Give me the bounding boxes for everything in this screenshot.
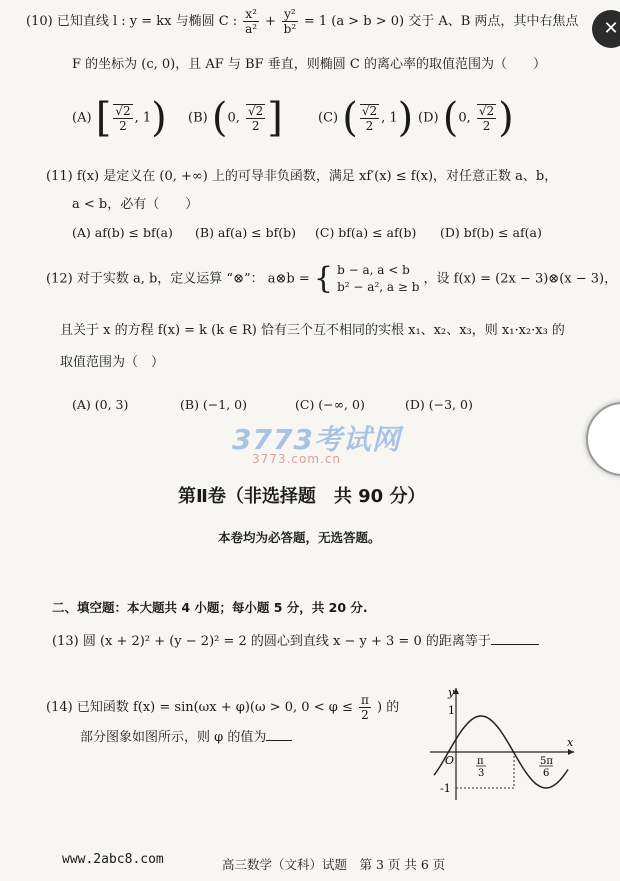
q13-answer-blank — [491, 632, 539, 645]
q12-option-b: (B) (−1, 0) — [180, 397, 247, 412]
q14-line2: 部分图象如图所示，则 φ 的值为 — [80, 728, 292, 747]
q10-option-b: (B) (0, $\frac{√2}{2}$ ] — [188, 95, 283, 141]
q10-line1 — [26, 8, 578, 35]
q13: (13) 圆 (x + 2)² + (y − 2)² = 2 的圆心到直线 x − y + 3 = 0 的距离等于 — [52, 632, 539, 651]
tick1-den: 3 — [478, 768, 485, 779]
sine-graph — [428, 684, 578, 804]
close-icon: ✕ — [603, 18, 619, 39]
side-scroll-handle[interactable] — [586, 402, 620, 476]
q12-line3: 取值范围为（ ） — [60, 355, 165, 370]
q10-option-a: (A) [ $\frac{√2}{2}$ , 1) — [72, 95, 167, 141]
q11-option-c: (C) bf(a) ≤ af(b) — [315, 225, 417, 240]
q12-option-d: (D) (−3, 0) — [405, 397, 473, 412]
watermark-brand: 3773考试网 — [232, 423, 401, 456]
q10-plus: + — [265, 14, 276, 29]
q10-stem-start: (10) 已知直线 l : y = kx 与椭圆 C : — [26, 14, 238, 29]
q10-stem-tail: = 1 (a > b > 0) 交于 A、B 两点，其中右焦点 — [303, 14, 579, 29]
q12-brace: { — [313, 261, 333, 296]
origin-label: O — [445, 754, 455, 767]
tick2-num: 5π — [540, 756, 553, 767]
q12-line2: 且关于 x 的方程 f(x) = k (k ∈ R) 恰有三个互不相同的实根 x₁、x₂、x₃，则 x₁·x₂·x₃ 的 — [60, 323, 565, 338]
q10-line2: F 的坐标为 (c, 0)，且 AF 与 BF 垂直，则椭圆 C 的离心率的取值范围为（ ） — [72, 57, 546, 72]
close-button[interactable] — [592, 10, 620, 48]
q12-option-c: (C) (−∞, 0) — [295, 397, 365, 412]
q11-option-a: (A) af(b) ≤ bf(a) — [72, 225, 173, 240]
y-axis-label: y — [448, 686, 455, 699]
q10-frac-x: $\frac{\text{x²}}{\text{a²}}$ — [245, 7, 258, 36]
fill-heading: 二、填空题：本大题共 4 小题；每小题 5 分，共 20 分. — [52, 600, 368, 615]
q11-line1: (11) f(x) 是定义在 (0, +∞) 上的可导非负函数，满足 xf′(x) ≤ f(x)，对任意正数 a、b， — [46, 169, 558, 184]
q11-option-b: (B) af(a) ≤ bf(b) — [195, 225, 297, 240]
q12-line1: (12) 对于实数 a, b，定义运算 “⊗”： a⊗b = { b − a, a < b b² − a², a ≥ b ，设 f(x) = (2x − 3)⊗(x − 3)， — [46, 261, 618, 296]
q10-option-d: (D) (0, $\frac{√2}{2}$ ) — [418, 95, 514, 141]
q12-option-a: (A) (0, 3) — [72, 397, 129, 412]
q12-cases: b − a, a < b b² − a², a ≥ b — [337, 263, 420, 294]
section2-subtitle: 本卷均为必答题，无选答题。 — [218, 530, 381, 545]
q14-line1: (14) 已知函数 f(x) = sin(ωx + φ)(ω > 0, 0 < φ ≤ $\frac{\pi}{2}$ ) 的 — [46, 693, 400, 722]
y-max-label: 1 — [448, 704, 455, 717]
y-min-label: -1 — [440, 782, 451, 795]
x-axis-arrow — [568, 749, 574, 755]
tick2-den: 6 — [543, 768, 550, 779]
q10-option-c: (C) ( $\frac{√2}{2}$ , 1) — [318, 95, 414, 141]
footer-site: www.2abc8.com — [62, 852, 164, 867]
tick1-num: π — [477, 756, 484, 767]
x-axis-label: x — [567, 736, 574, 749]
section2-title: 第Ⅱ卷（非选择题 共 90 分） — [178, 486, 426, 507]
q11-line2: a < b，必有（ ） — [72, 197, 199, 212]
q10-frac-y: $\frac{\text{y²}}{\text{b²}}$ — [283, 7, 297, 36]
watermark-url: 3773.com.cn — [252, 452, 341, 466]
q14-frac: $\frac{\pi}{2}$ — [361, 693, 369, 722]
q14-answer-blank — [266, 728, 292, 741]
footer-page-info: 高三数学（文科）试题 第 3 页 共 6 页 — [222, 857, 446, 872]
q11-option-d: (D) bf(b) ≤ af(a) — [440, 225, 542, 240]
